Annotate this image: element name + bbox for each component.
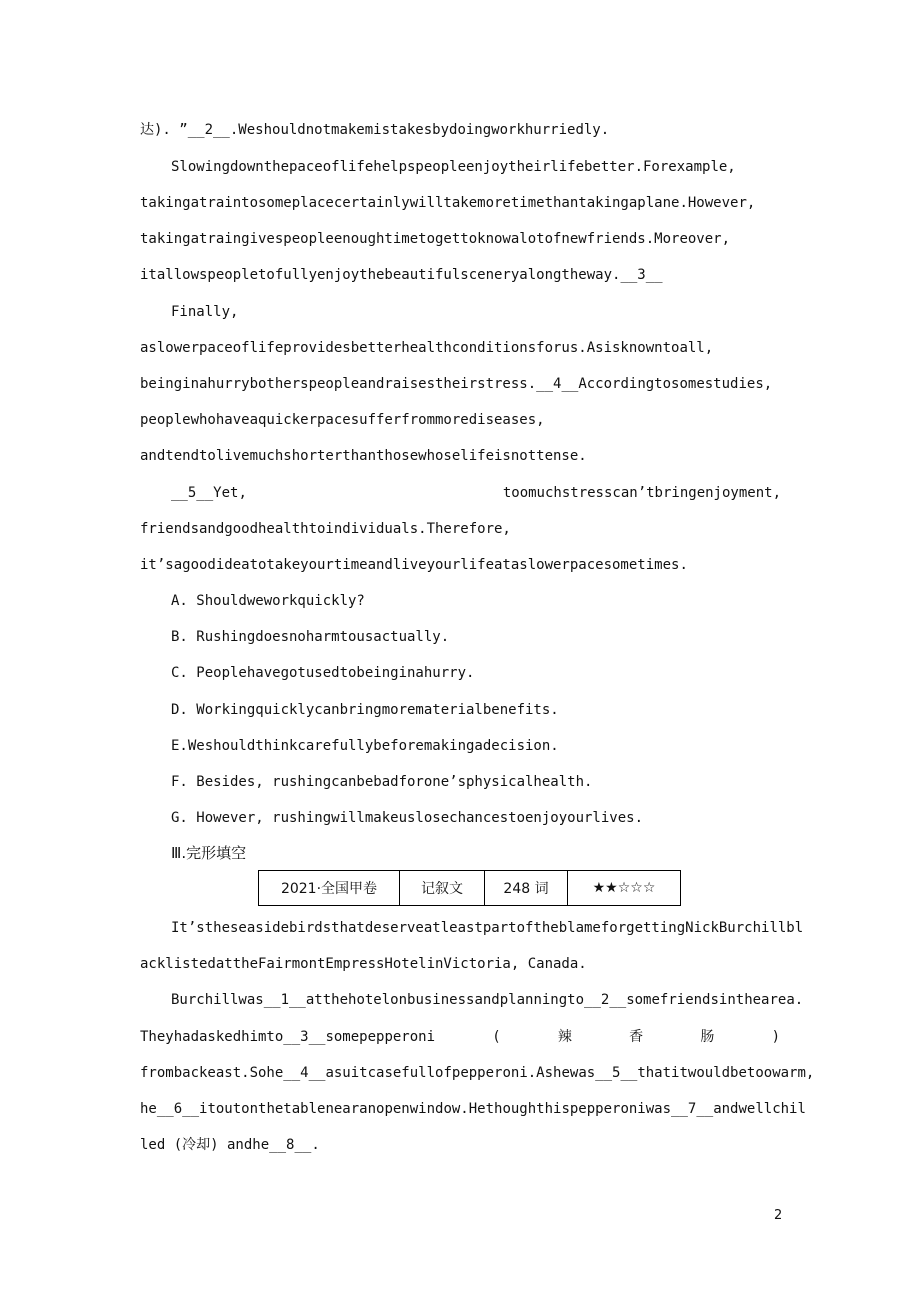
passage-line: Slowingdownthepaceoflifehelpspeopleenjoytheirlifebetter.Forexample, <box>171 159 736 175</box>
cloze-blank-6: __6__ <box>156 1101 200 1117</box>
blank-3: __3__ <box>620 267 663 283</box>
blank-4: __4__ <box>536 376 579 392</box>
cloze-line: he__6__itoutonthetablenearanopenwindow.Hethoughthispepperoniwas__7__andwellchil <box>140 1101 806 1117</box>
option-g: G. However, rushingwillmakeuslosechancestoenjoyourlives. <box>171 810 644 826</box>
word-count-cell: 248 词 <box>485 871 568 906</box>
passage-line: takingatraintosomeplacecertainlywilltakemoretimethantakingaplane.However, <box>140 195 756 211</box>
cloze-line: Burchillwas__1__atthehotelonbusinessandplanningto__2__somefriendsinthearea. <box>171 992 804 1008</box>
cloze-line: It’stheseasidebirdsthatdeserveatleastpartoftheblameforgettingNickBurchillbl <box>171 920 804 936</box>
option-c: C. Peoplehavegotusedtobeinginahurry. <box>171 665 475 681</box>
passage-line: peoplewhohaveaquickerpacesufferfrommorediseases, <box>140 412 545 428</box>
cloze-blank-1: __1__ <box>263 992 306 1008</box>
option-b: B. Rushingdoesnoharmtousactually. <box>171 629 450 645</box>
cloze-blank-4: __4__ <box>283 1065 326 1081</box>
cloze-blank-2: __2__ <box>584 992 627 1008</box>
passage-line: __5__Yet, toomuchstresscan’tbringenjoyment, <box>171 485 781 501</box>
passage-info-table <box>258 870 681 906</box>
option-a: A. Shouldweworkquickly? <box>171 593 365 609</box>
cloze-line: led (冷却) andhe__8__. <box>140 1137 320 1153</box>
source-cell: 2021·全国甲卷 <box>259 871 400 906</box>
blank-2: __2__ <box>187 122 230 138</box>
cloze-blank-3: __3__ <box>283 1029 326 1045</box>
passage-line: 达). ”__2__.Weshouldnotmakemistakesbydoingworkhurriedly. <box>140 122 610 138</box>
passage-line: aslowerpaceoflifeprovidesbetterhealthconditionsforus.Asisknowntoall, <box>140 340 714 356</box>
cloze-blank-8: __8__ <box>269 1137 312 1153</box>
genre-cell: 记叙文 <box>400 871 485 906</box>
cloze-blank-7: __7__ <box>671 1101 714 1117</box>
option-e: E.Weshouldthinkcarefullybeforemakingadecision. <box>171 738 559 754</box>
passage-line: itallowspeopletofullyenjoythebeautifulsceneryalongtheway.__3__ <box>140 267 663 283</box>
blank-5: __5__ <box>171 485 214 501</box>
passage-line: beinginahurrybotherspeopleandraisestheirstress.__4__Accordingtosomestudies, <box>140 376 773 392</box>
cloze-line: acklistedattheFairmontEmpressHotelinVictoria, Canada. <box>140 956 587 972</box>
passage-line: takingatraingivespeopleenoughtimetogettoknowalotofnewfriends.Moreover, <box>140 231 731 247</box>
page-number: 2 <box>774 1208 783 1223</box>
option-f: F. Besides, rushingcanbebadforone’sphysicalhealth. <box>171 774 593 790</box>
passage-line: andtendtolivemuchshorterthanthosewhoselifeisnottense. <box>140 448 587 464</box>
difficulty-cell: ★★☆☆☆ <box>568 871 681 906</box>
passage-line: it’sagoodideatotakeyourtimeandliveyourlifeataslowerpacesometimes. <box>140 557 688 573</box>
option-d: D. Workingquicklycanbringmorematerialbenefits. <box>171 702 559 718</box>
cloze-line: frombackeast.Sohe__4__asuitcasefullofpepperoni.Ashewas__5__thatitwouldbetoowarm, <box>140 1065 815 1081</box>
section-title: Ⅲ.完形填空 <box>171 844 247 862</box>
cloze-line: Theyhadaskedhimto__3__somepepperoni ( 辣 香 肠 ) <box>140 1029 780 1045</box>
passage-line: Finally, <box>171 304 239 320</box>
cloze-blank-5: __5__ <box>595 1065 638 1081</box>
passage-line: friendsandgoodhealthtoindividuals.Therefore, <box>140 521 511 537</box>
